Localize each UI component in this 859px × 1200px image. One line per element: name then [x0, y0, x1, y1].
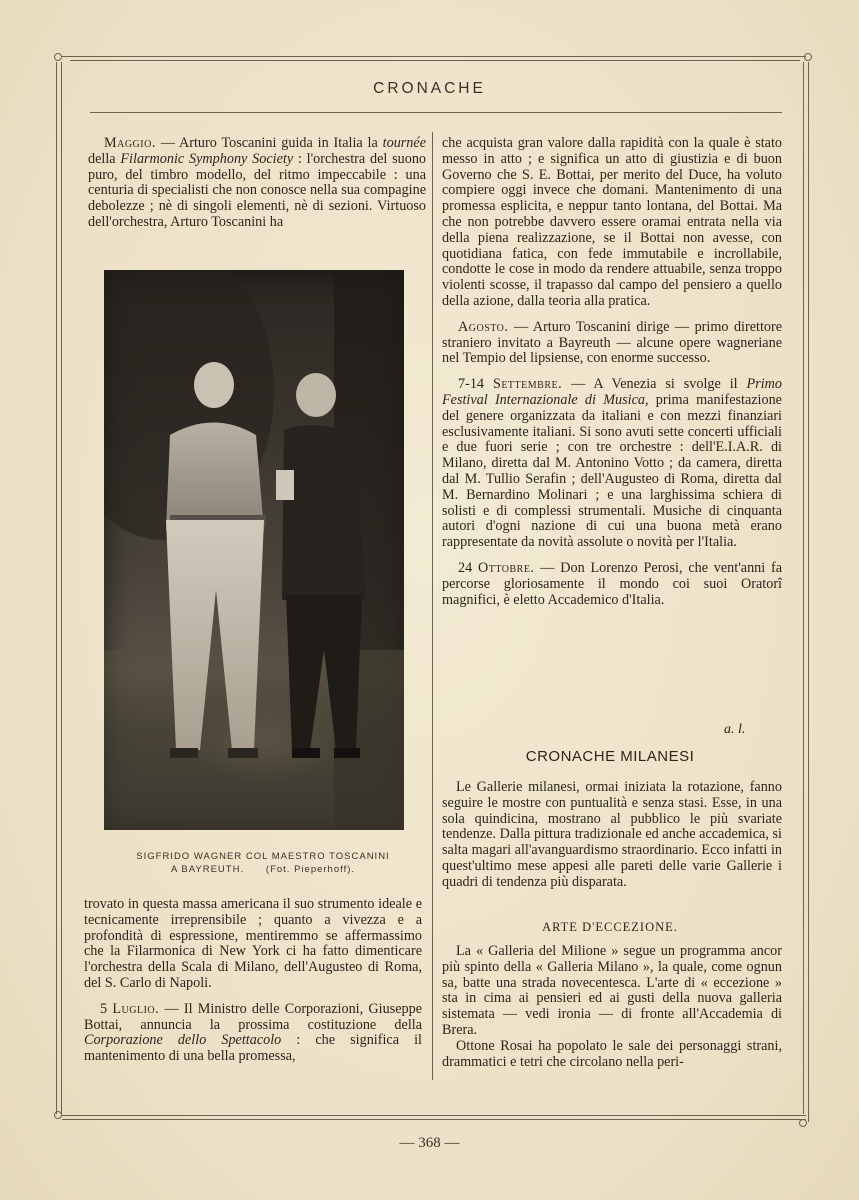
left-column-bottom — [84, 897, 422, 1065]
paragraph-rosai: Ottone Rosai ha popolato le sale dei personaggi strani, drammatici e tetri che circolano nella peri- — [442, 1037, 782, 1070]
frame-corner-ornament — [54, 1111, 62, 1119]
header-rule — [90, 112, 782, 113]
author-signature: a. l. — [724, 722, 746, 737]
frame-left-line — [56, 62, 57, 1114]
subheading-arte-eccezione: ARTE D'ECCEZIONE. — [542, 920, 678, 934]
frame-left-line-inner — [61, 62, 62, 1114]
section-heading-milanesi: CRONACHE MILANESI — [525, 748, 695, 765]
photo-illustration — [104, 270, 404, 830]
paragraph-toscanini-cont: trovato in questa massa americana il suo strumento ideale e tecnicamente irreprensibile ; quanto a vivezza e a profondità di espressione, mentiremmo se affermassimo che la Filarmonica di New York ci ha fatto dimenticare l'orchestra della Scala di Milano, dell'Augusteo di Roma, del S. Carlo di Napoli. — [84, 896, 422, 991]
frame-corner-ornament — [54, 53, 62, 61]
frame-bottom-line — [62, 1115, 806, 1116]
right-column-top — [442, 136, 782, 608]
frame-right-line-inner — [808, 62, 809, 1122]
photo-caption — [118, 850, 408, 876]
frame-top-line — [62, 56, 806, 57]
left-column-top — [88, 136, 426, 231]
frame-corner-ornament — [804, 53, 812, 61]
paragraph-ottobre: 24 Ottobre. — Don Lorenzo Perosi, che vent'anni fa percorse gloriosamente il mondo coi suoi Oratorî magnifici, è eletto Accademico d'Italia. — [442, 559, 783, 608]
page-number: — 368 — — [399, 1135, 460, 1151]
photo-wagner-toscanini — [104, 270, 404, 830]
frame-corner-ornament — [799, 1119, 807, 1127]
column-divider — [432, 132, 433, 1080]
right-column-milan-body — [442, 944, 782, 1070]
paragraph-bottai: che acquista gran valore dalla rapidità con la quale è stato messo in atto ; e significa un atto di giustizia e di buon Governo che S. E. Bottai, per merito del Duce, ha voluto compiere oggi invece che domani. Mantenimento di una promessa esplicita, e neppur tanto lontana, del Bottai. Ma che non potrebbe davvero essere oramai entrata nella via della piena realizzazione, se il Bottai non avesse, con quotidiana fatica, con fede immutabile e incrollabile, condotte le cose in modo da rendere attuabile, senza troppo violenti scosse, il trapasso dal campo del pensiero a quello della azione, dalla teoria alla pratica. — [442, 135, 782, 309]
frame-right-line — [803, 62, 804, 1114]
caption-line-2: A BAYREUTH. (Fot. Pieperhoff). — [170, 864, 356, 875]
paragraph-luglio: 5 Luglio. — Il Ministro delle Corporazioni, Giuseppe Bottai, annuncia la prossima costituzione della Corporazione dello Spettacolo : che significa il mantenimento di una bella promessa, — [84, 1000, 423, 1065]
frame-top-line-inner — [70, 60, 800, 61]
paragraph-gallerie: Le Gallerie milanesi, ormai iniziata la rotazione, fanno seguire le mostre con puntualità e senza stasi. Esse, in una sola quindicina, mostrano al pubblico le più svariate tendenze. Dalla pittura tradizionale ed anche accademica, si salta magari all'avanguardismo straordinario. Ecco infatti in quest'ultimo mese appesi alle pareti delle varie Gallerie i quadri di tendenza più disparata. — [442, 779, 782, 890]
paragraph-maggio: Maggio. — Arturo Toscanini guida in Italia la tournée della Filarmonic Symphony Society : l'orchestra del suono puro, del timbro modello, del ritmo impeccabile : una centuria di specialisti che non conosce nella sua compagine debolezze ; nè di singoli elementi, nè di sezioni. Virtuoso dell'orchestra, Arturo Toscanini ha — [88, 135, 427, 230]
caption-line-1: SIGFRIDO WAGNER COL MAESTRO TOSCANINI — [136, 851, 390, 862]
paragraph-settembre: 7-14 Settembre. — A Venezia si svolge il Primo Festival Internazionale di Musica, prima manifestazione del genere organizzata da italiani e con mezzi finanziari esclusivamente italiani. Si sono avuti sette concerti ufficiali e due fuori serie ; con tre orchestre : dell'E.I.A.R. di Milano, diretta dal M. Antonino Votto ; da camera, diretta dal M. Tullio Serafin ; dell'Augusteo di Roma, diretta dal M. Bernardino Molinari ; e una larghissima schiera di solisti e di complessi strumentali. Musiche di cinquanta autori d'ogni nazione di cui una buona metà erano rappresentate da novità assolute o novità per l'Italia. — [442, 376, 782, 551]
page-title: CRONACHE — [373, 80, 486, 97]
paragraph-agosto: Agosto. — Arturo Toscanini dirige — primo direttore straniero invitato a Bayreuth — alcune opere wagneriane nel Tempio del lipsiense, con enorme successo. — [442, 318, 782, 367]
frame-bottom-line-inner — [62, 1119, 806, 1120]
paragraph-milione: La « Galleria del Milione » segue un programma ancor più spinto della « Galleria Milano », la quale, come ognun sa, batte una strada novecentesca. L'arte di « eccezione » sta in cima ai pensieri ed ai gusti della nuova galleria sistemata — vedi ironia — di fronte all'Accademia di Brera. — [442, 943, 782, 1038]
right-column-milan-intro — [442, 780, 782, 891]
